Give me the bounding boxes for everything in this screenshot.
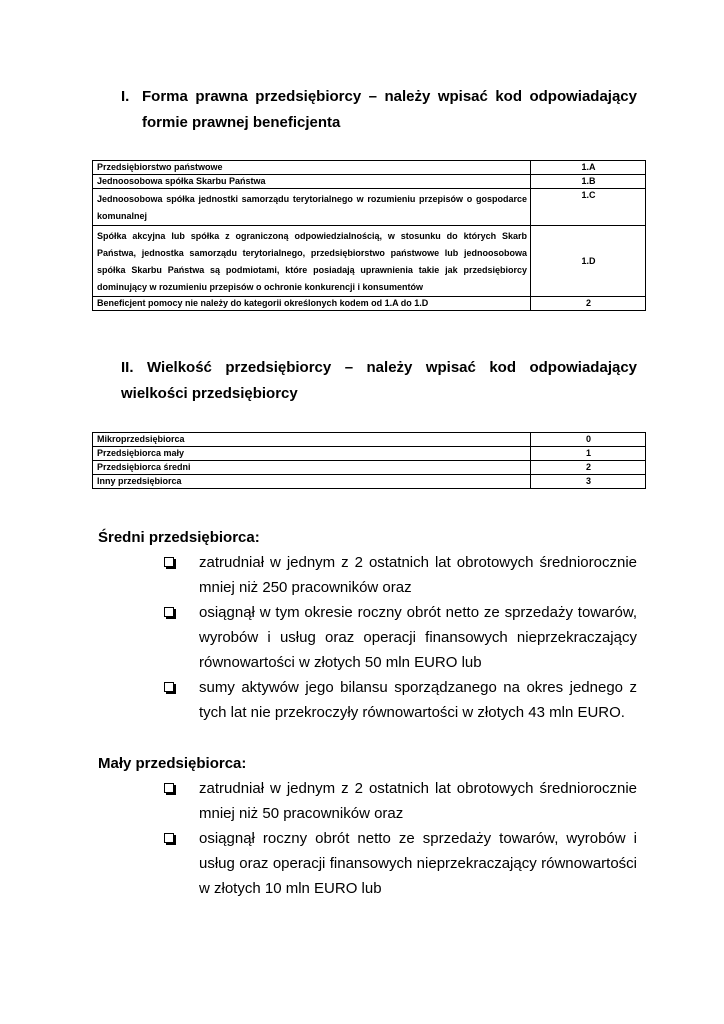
list-item: zatrudniał w jednym z 2 ostatnich lat obrotowych średniorocznie mniej niż 250 pracowników oraz [163, 550, 637, 600]
list-item: sumy aktywów jego bilansu sporządzanego na okres jednego z tych lat nie przekroczyły równowartości w złotych 43 mln EURO. [163, 675, 637, 725]
table-row [93, 297, 646, 311]
checkbox-bullet-icon [164, 682, 174, 692]
table-row [93, 175, 646, 189]
size-label: Przedsiębiorca mały [93, 447, 531, 461]
legal-form-label: Jednoosobowa spółka jednostki samorządu terytorialnego w rozumieniu przepisów o gospodarce komunalnej [93, 189, 531, 226]
table-row [93, 475, 646, 489]
medium-enterprise-criteria [163, 550, 637, 725]
size-label: Przedsiębiorca średni [93, 461, 531, 475]
checkbox-bullet-icon [164, 607, 174, 617]
legal-form-label: Spółka akcyjna lub spółka z ograniczoną odpowiedzialnością, w stosunku do których Skarb Państwa, jednostka samorządu terytorialnego, przedsiębiorstwo państwowe lub jednoosobowa spółka Skarbu Państwa są podmiotami, które posiadają uprawnienia takie jak przedsiębiorcy dominujący w rozumieniu przepisów o ochronie konkurencji i konsumentów [93, 226, 531, 297]
size-code: 2 [531, 461, 646, 475]
table-row [93, 161, 646, 175]
size-code: 1 [531, 447, 646, 461]
list-item: osiągnął roczny obrót netto ze sprzedaży towarów, wyrobów i usług oraz operacji finansowych nieprzekraczający równowartości w złotych 10 mln EURO lub [163, 826, 637, 901]
section-2-heading [121, 355, 637, 407]
size-code: 0 [531, 433, 646, 447]
checkbox-bullet-icon [164, 833, 174, 843]
list-item: osiągnął w tym okresie roczny obrót netto ze sprzedaży towarów, wyrobów i usług oraz operacji finansowych nieprzekraczający równowartości w złotych 50 mln EURO lub [163, 600, 637, 675]
company-size-table [92, 432, 646, 489]
list-item: zatrudniał w jednym z 2 ostatnich lat obrotowych średniorocznie mniej niż 50 pracowników oraz [163, 776, 637, 826]
table-row [93, 189, 646, 226]
legal-form-code: 2 [531, 297, 646, 311]
legal-form-code: 1.B [531, 175, 646, 189]
size-label: Mikroprzedsiębiorca [93, 433, 531, 447]
small-enterprise-criteria [163, 776, 637, 901]
checkbox-bullet-icon [164, 557, 174, 567]
size-code: 3 [531, 475, 646, 489]
section-1-number: I. [121, 88, 130, 105]
medium-enterprise-title: Średni przedsiębiorca: [98, 529, 260, 546]
table-row [93, 447, 646, 461]
checkbox-bullet-icon [164, 783, 174, 793]
section-1-title: Forma prawna przedsiębiorcy – należy wpisać kod odpowiadający formie prawnej beneficjenta [142, 88, 637, 131]
section-2-number: II. [121, 359, 134, 376]
legal-form-label: Przedsiębiorstwo państwowe [93, 161, 531, 175]
table-row [93, 433, 646, 447]
legal-form-table [92, 160, 646, 311]
legal-form-code: 1.D [531, 226, 646, 297]
section-1-heading [121, 84, 637, 136]
section-2-title: Wielkość przedsiębiorcy – należy wpisać kod odpowiadający wielkości przedsiębiorcy [121, 359, 638, 402]
small-enterprise-title: Mały przedsiębiorca: [98, 755, 247, 772]
legal-form-code: 1.A [531, 161, 646, 175]
legal-form-code: 1.C [531, 189, 646, 226]
table-row [93, 226, 646, 297]
legal-form-label: Jednoosobowa spółka Skarbu Państwa [93, 175, 531, 189]
table-row [93, 461, 646, 475]
legal-form-label: Beneficjent pomocy nie należy do kategorii określonych kodem od 1.A do 1.D [93, 297, 531, 311]
size-label: Inny przedsiębiorca [93, 475, 531, 489]
